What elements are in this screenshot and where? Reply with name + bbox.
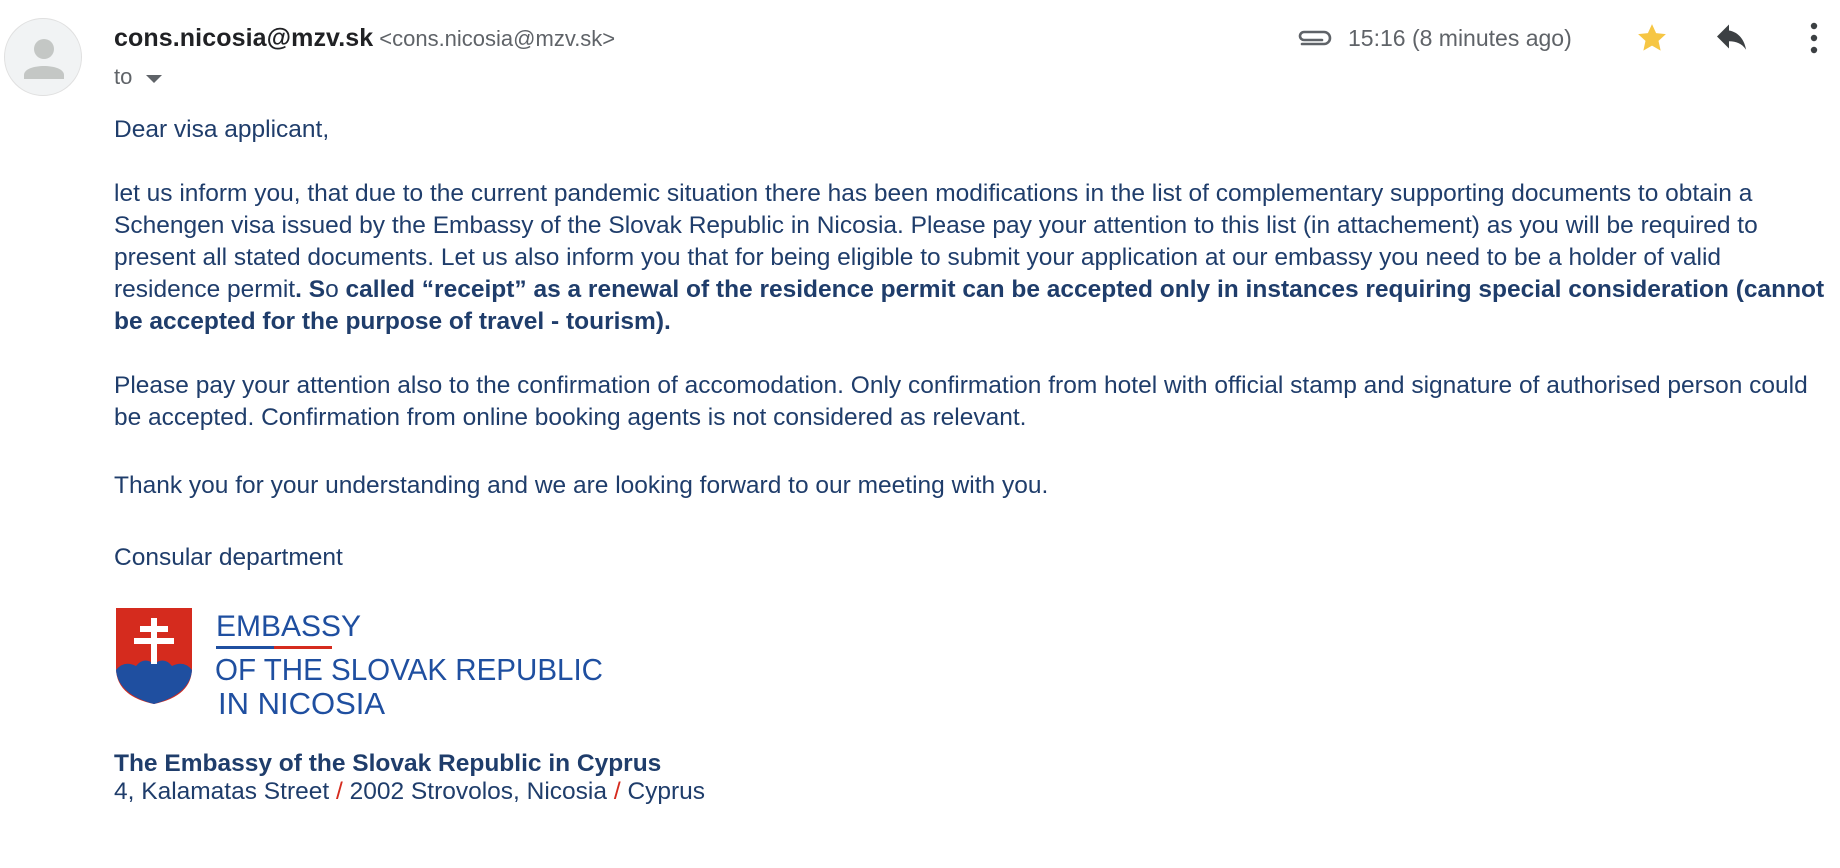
address-separator: / [613, 778, 621, 805]
logo-line-city: IN NICOSIA [218, 686, 386, 721]
address-separator: / [335, 778, 343, 805]
signature-name: The Embassy of the Slovak Republic in Cyprus [114, 750, 662, 777]
greeting: Dear visa applicant, [114, 116, 330, 143]
star-icon [1635, 21, 1669, 55]
reply-icon [1714, 23, 1750, 53]
requirements-bold-b: called “receipt” as a renewal of the residence permit can be accepted only in instances requiring special consideration (cannot be accepted for the purpose of travel - tourism). [114, 276, 1825, 335]
paragraph-thanks: Thank you for your understanding and we are looking forward to our meeting with you. [114, 472, 1049, 499]
message-meta [1294, 18, 1572, 58]
sender-line [114, 24, 615, 53]
paragraph-accommodation: Please pay your attention also to the confirmation of accomodation. Only confirmation from hotel with official stamp and signature of authorised person could be accepted. Confirmation from online booking agents is not considered as relevant. [114, 372, 1808, 431]
logo-line-embassy: EMBASSY [216, 610, 362, 643]
to-label: to [114, 64, 133, 89]
requirements-mid: o [325, 276, 339, 303]
paragraph-requirements [114, 178, 1834, 338]
star-button[interactable] [1630, 16, 1674, 60]
department-name: Consular department [114, 544, 343, 571]
embassy-logo [114, 604, 604, 722]
requirements-text: let us inform you, that due to the current pandemic situation there has been modifications in the list of complementary supporting documents to obtain a Schengen visa issued by the Embassy of the Slovak Republic in Nicosia. Please pay your attention to this list (in attachement) as you will be required to present all stated documents. Let us also inform you that for being eligible to submit your application at our embassy you need to be a holder of valid residence permit [114, 180, 1758, 303]
chevron-down-icon [146, 75, 162, 83]
requirements-bold-a: . S [295, 276, 326, 303]
default-avatar-icon [5, 19, 82, 96]
more-vert-icon [1809, 21, 1819, 55]
signature-address [114, 778, 705, 806]
sender-avatar[interactable] [4, 18, 82, 96]
address-city: 2002 Strovolos, Nicosia [349, 778, 607, 805]
logo-line-republic: OF THE SLOVAK REPUBLIC [215, 652, 603, 687]
coat-of-arms-icon [116, 608, 192, 704]
message-time: 15:16 (8 minutes ago) [1348, 24, 1572, 51]
paperclip-icon[interactable] [1294, 24, 1334, 52]
address-country: Cyprus [627, 778, 706, 805]
reply-button[interactable] [1710, 16, 1754, 60]
address-street: 4, Kalamatas Street [114, 778, 330, 805]
more-options-button[interactable] [1792, 16, 1836, 60]
sender-name[interactable]: cons.nicosia@mzv.sk [114, 24, 374, 52]
recipient-toggle[interactable] [114, 64, 162, 90]
sender-email: <cons.nicosia@mzv.sk> [379, 26, 616, 51]
